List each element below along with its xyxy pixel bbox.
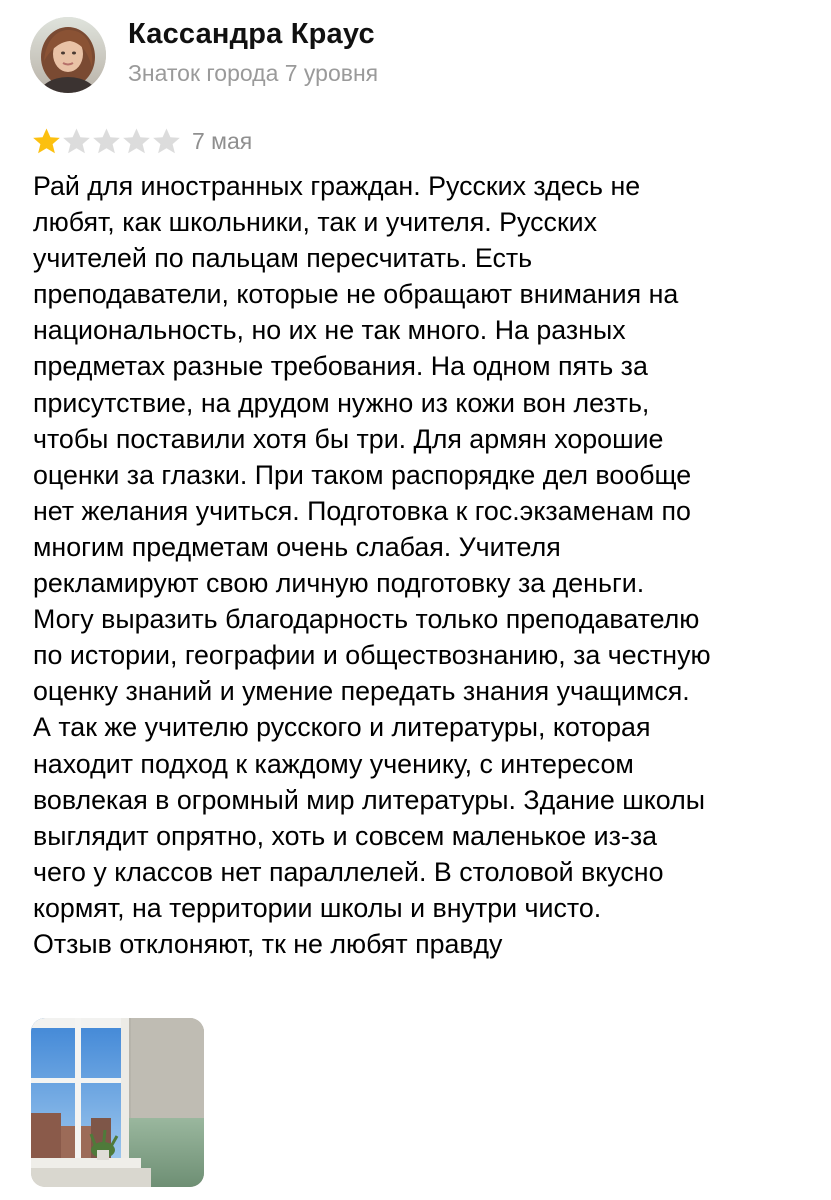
rating-row [32, 124, 252, 158]
avatar-image [30, 17, 106, 93]
star-shape [153, 129, 180, 154]
review-text: Рай для иностранных граждан. Русских здесь не любят, как школьники, так и учителя. Русских учителей по пальцам пересчитать. Есть преподаватели, которые не обращают внимания на национальность, но их не так много. На разных предметах разные требования. На одном пять за присутствие, на друдом нужно из кожи вон лезть, чтобы поставили хотя бы три. Для армян хорошие оценки за глазки. При таком распорядке дел вообще нет желания учиться. Подготовка к гос.экзаменам по многим предметам очень слабая. Учителя рекламируют свою личную подготовку за деньги. Могу выразить благодарность только преподавателю по истории, географии и обществознанию, за честную оценку знаний и умение передать знания учащимся. А так же учителю русского и литературы, которая находит подход к каждому ученику, с интересом вовлекая в огромный мир литературы. Здание школы выглядит опрятно, хоть и совсем маленькое из-за чего у классов нет параллелей. В столовой вкусно кормят, на территории школы и внутри чисто. Отзыв отклоняют, тк не любят правду [33, 171, 711, 959]
star-empty-icon [122, 127, 151, 155]
star-shape [63, 129, 90, 154]
star-empty-icon [92, 127, 121, 155]
star-shape [33, 129, 60, 154]
star-shape [93, 129, 120, 154]
star-filled-icon [32, 127, 61, 155]
author-info [128, 16, 378, 88]
review-author [30, 17, 378, 93]
rating-stars [32, 127, 182, 155]
review-date: 7 мая [192, 128, 253, 154]
author-name[interactable]: Кассандра Краус [128, 18, 375, 50]
author-level: Знаток города 7 уровня [128, 60, 379, 86]
star-empty-icon [62, 127, 91, 155]
avatar[interactable] [30, 17, 106, 93]
star-shape [123, 129, 150, 154]
review-photo[interactable] [31, 1018, 204, 1187]
classroom-window-photo [31, 1018, 204, 1187]
star-empty-icon [152, 127, 181, 155]
